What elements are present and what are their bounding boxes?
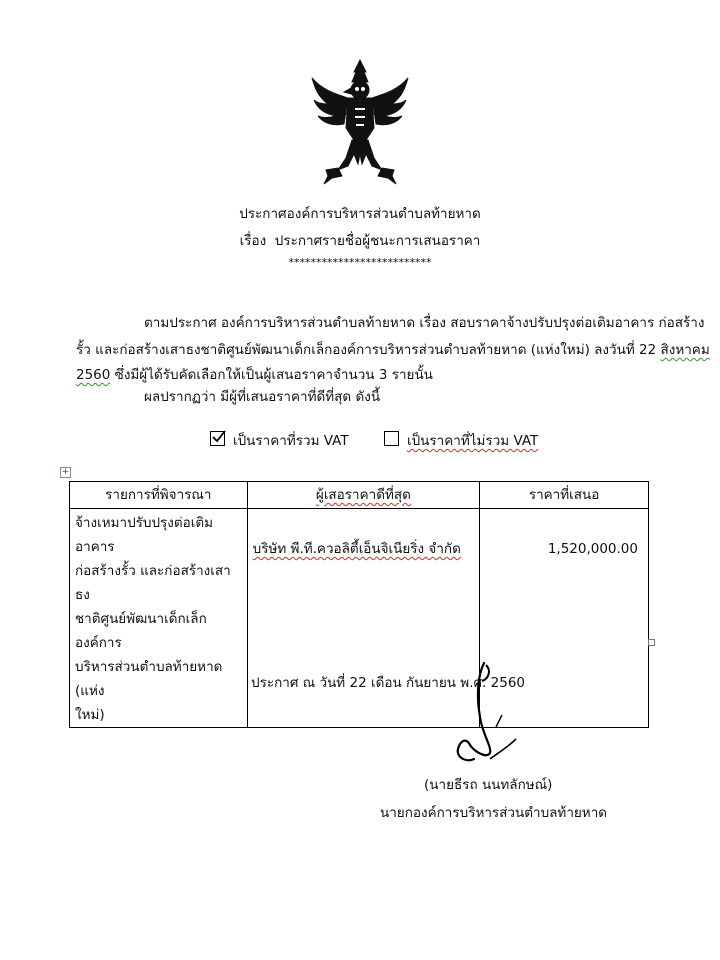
header-bidder: ผู้เสอราคาดีที่สุด xyxy=(247,482,480,509)
cell-item: จ้างเหมาปรับปรุงต่อเติมอาคาร ก่อสร้างรั้ว และก่อสร้างเสาธง ชาติศูนย์พัฒนาเด็กเล็กองค์การ บริหารส่วนตำบลท้ายหาด (แห่ง ใหม่) xyxy=(70,509,248,728)
table-header-row xyxy=(70,482,649,509)
cell-price: 1,520,000.00 xyxy=(480,509,649,728)
cell-bidder: บริษัท พี.ที.ควอลิตี้เอ็นจิเนียริ่ง จำกัด xyxy=(247,509,480,728)
announcement-title: ประกาศองค์การบริหารส่วนตำบลท้ายหาด xyxy=(239,206,481,222)
vat-exclude-label: เป็นราคาที่ไม่รวม VAT xyxy=(407,433,539,449)
subject-text: ประกาศรายชื่อผู้ชนะการเสนอราคา xyxy=(274,233,481,249)
body-line-2-month: สิงหาคม xyxy=(660,342,710,358)
body-line-3-text: ซึ่งมีผู้ได้รับคัดเลือกให้เป็นผู้เสนอราคาจำนวน 3 รายนั้น xyxy=(110,367,433,383)
body-line-1: ตามประกาศ องค์การบริหารส่วนตำบลท้ายหาด เรื่อง สอบราคาจ้างปรับปรุงต่อเติมอาคาร ก่อสร้าง xyxy=(144,315,705,331)
body-line-3-year: 2560 xyxy=(76,367,111,383)
table-move-handle-icon[interactable]: + xyxy=(61,467,70,477)
header-price: ราคาที่เสนอ xyxy=(480,482,649,509)
signer-name: (นายธีรถ นนทลักษณ์) xyxy=(424,777,553,793)
asterisk-separator: ************************** xyxy=(288,256,432,269)
table-resize-handle-icon[interactable] xyxy=(648,639,655,646)
garuda-emblem xyxy=(308,58,412,186)
announce-date: ประกาศ ณ วันที่ 22 เดือน กันยายน พ.ศ. 2560 xyxy=(251,675,526,691)
vat-include-option[interactable] xyxy=(210,431,349,451)
empty-checkbox-icon[interactable] xyxy=(384,431,399,446)
body-line-2-text: รั้ว และก่อสร้างเสาธงชาติศูนย์พัฒนาเด็กเล็กองค์การบริหารส่วนตำบลท้ายหาด (แห่งใหม่) ลงวันที่ 22 xyxy=(76,342,661,358)
subject-label: เรื่อง xyxy=(239,233,267,249)
body-line-2 xyxy=(76,340,710,360)
vat-include-label: เป็นราคาที่รวม VAT xyxy=(233,433,349,449)
announcement-subject xyxy=(0,231,720,251)
table-row xyxy=(70,509,649,728)
signer-title: นายกองค์การบริหารส่วนตำบลท้ายหาด xyxy=(380,805,608,821)
checked-checkbox-icon[interactable] xyxy=(210,431,225,446)
vat-exclude-option[interactable] xyxy=(384,431,538,451)
handwritten-signature xyxy=(420,655,530,775)
header-item: รายการที่พิจารณา xyxy=(70,482,248,509)
body-line-3 xyxy=(76,365,433,385)
body-line-4: ผลปรากฏว่า มีผู้ที่เสนอราคาที่ดีที่สุด ดังนี้ xyxy=(144,389,381,405)
